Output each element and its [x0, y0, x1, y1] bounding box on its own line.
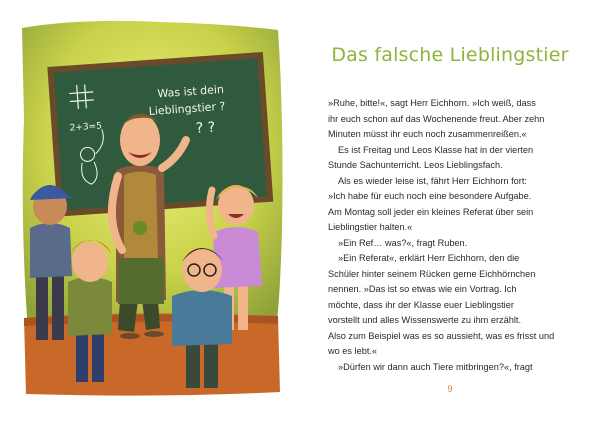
body-line: Minuten müsst ihr euch noch zusammenreißen.« — [328, 129, 527, 139]
body-line: Schüler hinter seinem Rücken gerne Eichhörnchen — [328, 268, 536, 279]
body-line: »Ich habe für euch noch eine besondere Aufgabe. — [328, 191, 532, 201]
body-text — [328, 96, 584, 375]
body-line: »Dürfen wir dann auch Tiere mitbringen?«, fragt — [338, 361, 533, 372]
body-line: Am Montag soll jeder ein kleines Referat über sein — [328, 206, 534, 217]
body-line: nennen. »Das ist so etwas wie ein Vortrag. Ich — [328, 284, 517, 294]
classroom-scene — [0, 0, 300, 416]
chalkboard-question-line1: Was ist dein — [157, 82, 225, 101]
body-line: »Ein Referat«, erklärt Herr Eichhorn, den die — [338, 253, 520, 263]
body-line: ihr euch schon auf das Wochenende freut. Aber zehn — [328, 113, 545, 124]
body-line: Es ist Freitag und Leos Klasse hat in der vierten — [338, 144, 534, 155]
classroom-illustration — [0, 0, 300, 416]
body-line: »Ruhe, bitte!«, sagt Herr Eichhorn. »Ich weiß, dass — [328, 98, 536, 108]
chalkboard-math: 2+3=5 — [69, 121, 103, 134]
body-line: »Ein Ref… was?«, fragt Ruben. — [338, 237, 468, 248]
body-line: Stunde Sachunterricht. Leos Lieblingsfach. — [328, 160, 503, 170]
chalkboard-question-marks: ? ? — [195, 119, 216, 137]
text-page — [300, 0, 600, 416]
chalkboard-question-line2: Lieblingstier ? — [148, 99, 226, 119]
body-line: Als es wieder leise ist, fährt Herr Eichhorn fort: — [338, 175, 527, 186]
chapter-title: Das falsche Lieblingstier — [331, 44, 569, 66]
body-line: vorstellt und alles Wissenswerte zu ihm erzählt. — [328, 315, 522, 325]
body-line: möchte, dass ihr der Klasse euer Lieblingstier — [328, 299, 514, 310]
body-line: Lieblingstier halten.« — [328, 222, 413, 232]
page-number: 9 — [447, 384, 453, 394]
body-line: wo es lebt.« — [328, 346, 378, 356]
body-line: Also zum Beispiel was es so aussieht, was es frisst und — [328, 330, 555, 341]
